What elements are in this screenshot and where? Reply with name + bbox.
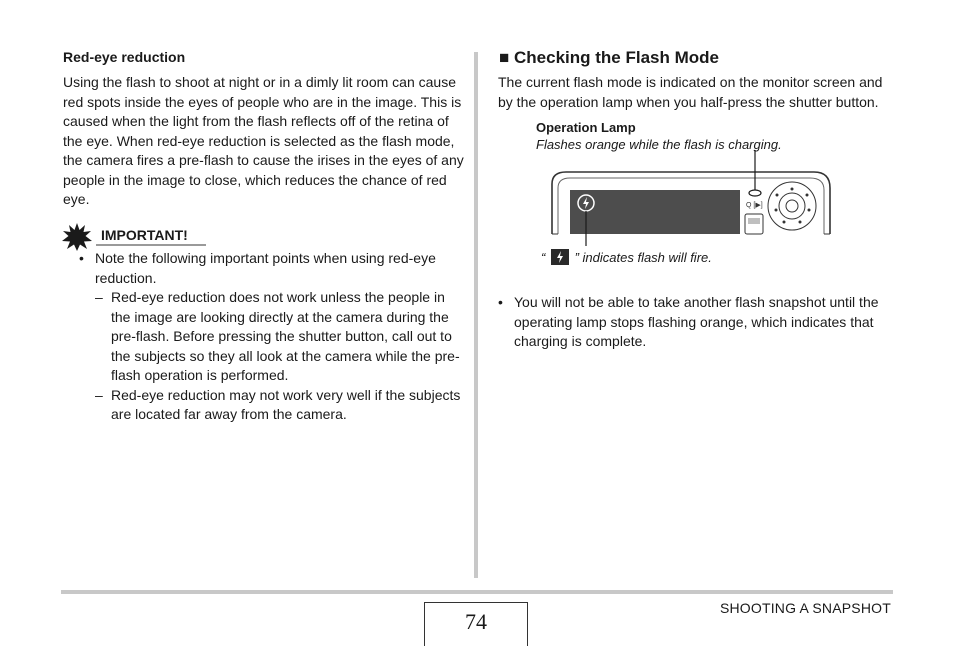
footer-divider xyxy=(61,590,893,594)
list-line: • Note the following important points when using red-eye xyxy=(95,250,436,266)
page-number: 74 xyxy=(465,609,487,634)
important-underline xyxy=(96,244,206,246)
list-line: are located far away from the camera. xyxy=(111,406,347,422)
flash-note-list xyxy=(496,293,888,352)
list-line: • You will not be able to take another flash snapshot until the xyxy=(514,294,879,310)
list-item xyxy=(77,249,472,288)
column-divider xyxy=(474,52,478,578)
sub-list-item xyxy=(95,288,472,386)
sub-list xyxy=(77,288,472,425)
list-line: charging is complete. xyxy=(514,333,647,349)
paragraph-line: people in the image to close, which reduces the chance of red xyxy=(63,171,447,188)
list-line: operating lamp stops flashing orange, which indicates that xyxy=(514,313,874,330)
list-line: – Red-eye reduction may not work very well if the subjects xyxy=(111,386,461,403)
flash-mode-heading-text: Checking the Flash Mode xyxy=(514,48,719,67)
important-notes xyxy=(77,249,472,425)
list-line: the image are looking directly at the camera during the xyxy=(111,308,449,325)
flash-caption xyxy=(541,249,712,265)
red-eye-heading: Red-eye reduction xyxy=(63,49,186,65)
svg-text:Q [▶]: Q [▶] xyxy=(746,202,763,209)
list-line: – Red-eye reduction does not work unless the people in xyxy=(111,289,445,305)
paragraph-line: by the operation lamp when you half-press the shutter button. xyxy=(498,93,879,110)
operation-lamp-title: Operation Lamp xyxy=(536,120,636,135)
important-burst-icon xyxy=(62,223,92,251)
list-line: the subjects so they all look at the camera while the pre- xyxy=(111,347,460,364)
paragraph-line: caused when the light from the flash reflects off of the retina of xyxy=(63,113,449,129)
red-eye-paragraph xyxy=(63,73,468,210)
sub-list-item xyxy=(95,386,472,425)
section-label: SHOOTING A SNAPSHOT xyxy=(719,600,891,616)
list-line: flash operation is performed. xyxy=(111,367,289,383)
list-line: pre-flash. Before pressing the shutter button, call out to xyxy=(111,328,452,344)
paragraph-line: The current flash mode is indicated on the monitor screen and xyxy=(498,74,883,90)
paragraph-line: eye. xyxy=(63,191,90,207)
list-item xyxy=(496,293,888,352)
paragraph-line: the camera fires a pre-flash to cause the irises in the eyes of any xyxy=(63,152,464,168)
list-line: reduction. xyxy=(95,269,157,286)
flash-icon xyxy=(551,249,569,265)
flash-caption-open: “ xyxy=(541,250,546,265)
important-label: IMPORTANT! xyxy=(101,227,188,243)
paragraph-line: Using the flash to shoot at night or in a dimly lit room can cause xyxy=(63,74,456,90)
square-bullet-icon: ■ xyxy=(499,48,510,67)
paragraph-line: the eye. When red-eye reduction is selected as the flash mode, xyxy=(63,132,455,149)
paragraph-line: red spots inside the eyes of people who are in the image. This is xyxy=(63,93,462,110)
flash-caption-text: ” indicates flash will fire. xyxy=(574,250,712,265)
flash-mode-heading xyxy=(499,48,719,68)
operation-lamp-desc: Flashes orange while the flash is charging. xyxy=(536,137,782,152)
page-number-box xyxy=(424,602,528,646)
flash-mode-intro xyxy=(498,73,888,112)
